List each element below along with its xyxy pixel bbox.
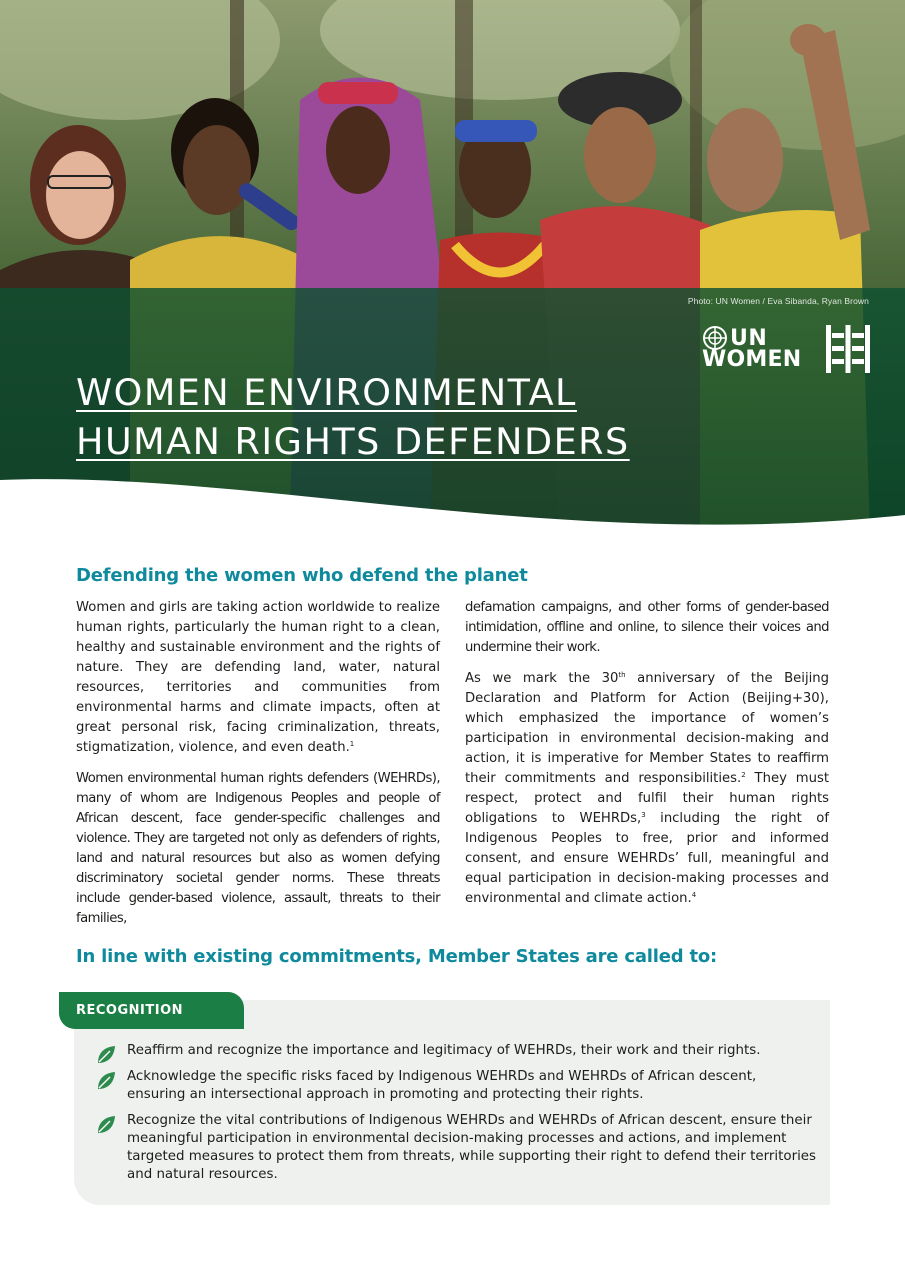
text-column-right <box>465 598 829 920</box>
logo-un-text: UN <box>730 325 768 351</box>
recognition-list <box>96 1042 816 1192</box>
title-line-1: WOMEN ENVIRONMENTAL <box>76 371 577 414</box>
logo-women-text: WOMEN <box>702 347 802 372</box>
recognition-tab <box>59 992 244 1029</box>
paragraph <box>465 598 829 658</box>
paragraph-text: Women environmental human rights defenders (WEHRDs), many of whom are Indigenous Peoples and people of African descent, face gender-specific challenges and violence. They are targeted not only as defenders of rights, land and natural resources but also as women defying discriminatory societal gender norms. These threats include gender-based violence, assault, threats to their families, <box>76 771 440 926</box>
hero-banner <box>0 0 905 535</box>
section-heading-defending: Defending the women who defend the planet <box>76 565 528 586</box>
footnote-ref[interactable]: 4 <box>691 891 697 899</box>
list-item <box>96 1068 816 1104</box>
paragraph-text: defamation campaigns, and other forms of gender-based intimidation, offline and online, to silence their voices and undermine their work. <box>465 600 829 655</box>
paragraph <box>465 669 829 909</box>
list-item <box>96 1042 816 1060</box>
ordinal-suffix: th <box>618 671 626 679</box>
women-symbol-icon <box>826 325 870 373</box>
list-item-text: Recognize the vital contributions of Indigenous WEHRDs and WEHRDs of African descent, ensure their meaningful participation in environmental decision-making processes and actions, and implement targeted measures to protect them from threats, while supporting their right to defend their territories and natural resources. <box>127 1113 817 1182</box>
photo-credit: Photo: UN Women / Eva Sibanda, Ryan Brown <box>687 296 869 306</box>
paragraph-text: anniversary of the Beijing Declaration and Platform for Action (Beijing+30), which emphasized the importance of women’s participation in environmental decision-making and action, it is imperative for Member States to reaffirm their commitments and responsibilities. <box>465 671 830 786</box>
paragraph-text: As we mark the 30 <box>465 671 619 686</box>
footnote-ref[interactable]: 1 <box>349 740 355 748</box>
leaf-icon <box>96 1045 116 1065</box>
list-item <box>96 1112 816 1184</box>
paragraph-text: They must respect, protect and fulfil their human rights obligations to WEHRDs, <box>465 771 830 826</box>
page-title <box>76 368 716 466</box>
list-item-text: Acknowledge the specific risks faced by Indigenous WEHRDs and WEHRDs of African descent, ensuring an intersectional approach in promoting and protecting their rights. <box>127 1069 757 1102</box>
paragraph-text: Women and girls are taking action worldwide to realize human rights, particularly the human right to a clean, healthy and sustainable environment and the rights of nature. They are defending land, water, natural resources, territories and communities from environmental harms and climate impacts, often at great personal risk, facing criminalization, threats, stigmatization, violence, and even death. <box>76 600 440 755</box>
leaf-icon <box>96 1115 116 1135</box>
un-women-logo <box>702 323 872 379</box>
paragraph-text: including the right of Indigenous Peoples to free, prior and informed consent, and ensure WEHRDs’ full, meaningful and equal participation in decision-making processes and environmental and climate action. <box>465 811 829 906</box>
recognition-tab-label: RECOGNITION <box>76 1003 184 1018</box>
footnote-ref[interactable]: 2 <box>741 771 746 779</box>
footnote-ref[interactable]: 3 <box>641 811 646 819</box>
text-column-left <box>76 598 440 940</box>
title-line-2: HUMAN RIGHTS DEFENDERS <box>76 420 630 463</box>
paragraph <box>76 598 440 758</box>
list-item-text: Reaffirm and recognize the importance and legitimacy of WEHRDs, their work and their rights. <box>127 1043 761 1058</box>
paragraph <box>76 769 440 929</box>
section-heading-commitments: In line with existing commitments, Member States are called to: <box>76 946 718 967</box>
leaf-icon <box>96 1071 116 1091</box>
